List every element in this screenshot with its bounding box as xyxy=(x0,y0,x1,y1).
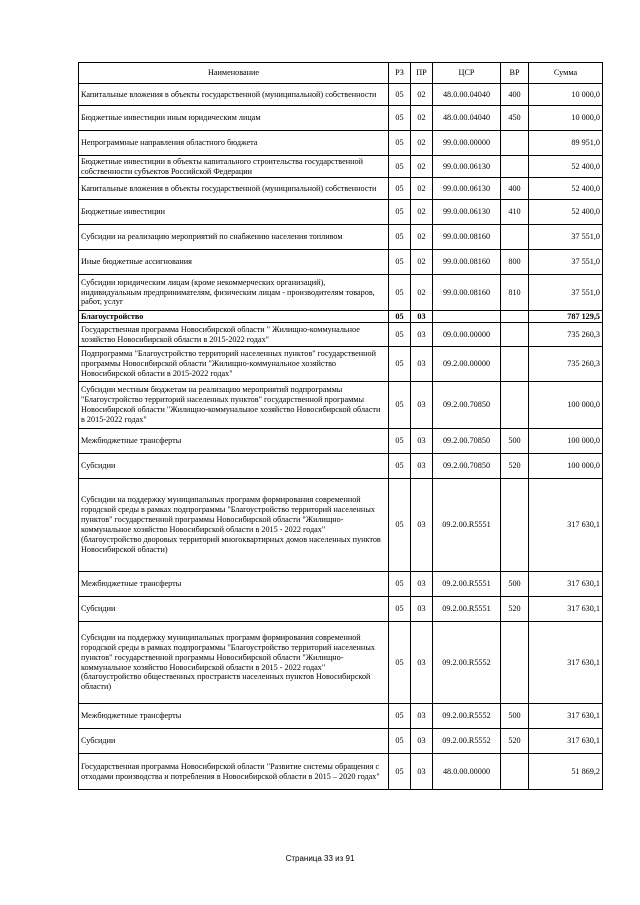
row-rz: 05 xyxy=(389,323,411,347)
row-name: Субсидии xyxy=(79,597,389,622)
row-name: Непрограммные направления областного бюджета xyxy=(79,131,389,156)
row-pr: 02 xyxy=(411,275,433,311)
row-name: Благоустройство xyxy=(79,311,389,323)
row-vr: 800 xyxy=(501,250,529,275)
row-pr: 03 xyxy=(411,622,433,704)
row-csr: 99.0.00.06130 xyxy=(433,200,501,225)
row-rz: 05 xyxy=(389,382,411,429)
table-row xyxy=(79,225,603,250)
row-vr: 500 xyxy=(501,429,529,454)
row-rz: 05 xyxy=(389,156,411,178)
row-csr: 99.0.00.08160 xyxy=(433,250,501,275)
row-sum: 37 551,0 xyxy=(529,275,603,311)
header-pr: ПР xyxy=(411,63,433,84)
row-name: Межбюджетные трансферты xyxy=(79,429,389,454)
row-csr: 09.2.00.R5551 xyxy=(433,597,501,622)
row-name: Капитальные вложения в объекты государственной (муниципальной) собственности xyxy=(79,84,389,106)
row-csr: 99.0.00.06130 xyxy=(433,156,501,178)
row-name: Субсидии на поддержку муниципальных программ формирования современной городской среды в рамках подпрограммы "Благоустройство территорий населенных пунктов" государственной программы Новосибирской области "Жилищно-коммунальное хозяйство Новосибирской области в 2015 - 2022 годах" (благоустройство дворовых территорий многоквартирных домов населенных пунктов Новосибирской области) xyxy=(79,479,389,572)
row-rz: 05 xyxy=(389,200,411,225)
row-vr: 810 xyxy=(501,275,529,311)
table-row xyxy=(79,311,603,323)
header-sum: Сумма xyxy=(529,63,603,84)
row-name: Субсидии xyxy=(79,454,389,479)
row-sum: 100 000,0 xyxy=(529,454,603,479)
row-csr: 48.0.00.04040 xyxy=(433,84,501,106)
row-csr: 48.0.00.04040 xyxy=(433,106,501,131)
row-pr: 03 xyxy=(411,347,433,382)
header-row xyxy=(79,63,603,84)
table-row xyxy=(79,382,603,429)
row-vr: 520 xyxy=(501,729,529,754)
row-pr: 03 xyxy=(411,572,433,597)
row-rz: 05 xyxy=(389,275,411,311)
row-pr: 03 xyxy=(411,729,433,754)
row-name: Иные бюджетные ассигнования xyxy=(79,250,389,275)
table-row xyxy=(79,622,603,704)
row-pr: 03 xyxy=(411,429,433,454)
row-vr xyxy=(501,382,529,429)
row-csr: 09.2.00.70850 xyxy=(433,382,501,429)
row-csr: 09.2.00.R5552 xyxy=(433,729,501,754)
row-sum: 735 260,3 xyxy=(529,347,603,382)
row-sum: 52 400,0 xyxy=(529,200,603,225)
row-csr: 09.0.00.00000 xyxy=(433,323,501,347)
budget-table xyxy=(78,62,603,790)
row-vr xyxy=(501,622,529,704)
table-row xyxy=(79,597,603,622)
row-vr xyxy=(501,311,529,323)
row-pr: 02 xyxy=(411,178,433,200)
row-name: Субсидии юридическим лицам (кроме некоммерческих организаций), индивидуальным предпринимателям, физическим лицам - производителям товаров, работ, услуг xyxy=(79,275,389,311)
row-sum: 735 260,3 xyxy=(529,323,603,347)
row-pr: 03 xyxy=(411,454,433,479)
row-sum: 317 630,1 xyxy=(529,704,603,729)
row-rz: 05 xyxy=(389,572,411,597)
table-row xyxy=(79,275,603,311)
row-name: Субсидии на поддержку муниципальных программ формирования современной городской среды в рамках подпрограммы "Благоустройство территорий населенных пунктов" государственной программы Новосибирской области "Жилищно-коммунальное хозяйство Новосибирской области в 2015 - 2022 годах" (благоустройство общественных пространств населенных пунктов Новосибирской области) xyxy=(79,622,389,704)
row-name: Межбюджетные трансферты xyxy=(79,572,389,597)
table-row xyxy=(79,572,603,597)
row-sum: 100 000,0 xyxy=(529,382,603,429)
row-name: Государственная программа Новосибирской области "Развитие системы обращения с отходами производства и потребления в Новосибирской области в 2015 – 2020 годах" xyxy=(79,754,389,790)
row-sum: 52 400,0 xyxy=(529,156,603,178)
row-rz: 05 xyxy=(389,622,411,704)
row-vr xyxy=(501,131,529,156)
row-csr: 99.0.00.08160 xyxy=(433,275,501,311)
row-csr: 09.2.00.R5551 xyxy=(433,479,501,572)
row-rz: 05 xyxy=(389,754,411,790)
row-pr: 02 xyxy=(411,225,433,250)
row-csr: 99.0.00.08160 xyxy=(433,225,501,250)
row-pr: 02 xyxy=(411,250,433,275)
row-csr: 09.2.00.R5552 xyxy=(433,622,501,704)
row-pr: 02 xyxy=(411,200,433,225)
table-row xyxy=(79,754,603,790)
row-csr: 09.2.00.00000 xyxy=(433,347,501,382)
row-vr xyxy=(501,225,529,250)
row-sum: 100 000,0 xyxy=(529,429,603,454)
row-pr: 03 xyxy=(411,323,433,347)
row-name: Бюджетные инвестиции xyxy=(79,200,389,225)
row-name: Субсидии местным бюджетам на реализацию мероприятий подпрограммы "Благоустройство территорий населенных пунктов" государственной программы Новосибирской области "Жилищно-коммунальное хозяйство Новосибирской области в 2015-2022 годах" xyxy=(79,382,389,429)
row-name: Субсидии на реализацию мероприятий по снабжению населения топливом xyxy=(79,225,389,250)
table-row xyxy=(79,131,603,156)
row-vr xyxy=(501,156,529,178)
row-sum: 317 630,1 xyxy=(529,597,603,622)
row-pr: 03 xyxy=(411,597,433,622)
row-rz: 05 xyxy=(389,106,411,131)
row-pr: 03 xyxy=(411,704,433,729)
row-sum: 51 869,2 xyxy=(529,754,603,790)
row-rz: 05 xyxy=(389,429,411,454)
row-name: Субсидии xyxy=(79,729,389,754)
row-csr xyxy=(433,311,501,323)
row-vr: 500 xyxy=(501,704,529,729)
row-sum: 317 630,1 xyxy=(529,622,603,704)
table-row xyxy=(79,479,603,572)
row-name: Капитальные вложения в объекты государственной (муниципальной) собственности xyxy=(79,178,389,200)
table-row xyxy=(79,156,603,178)
row-rz: 05 xyxy=(389,347,411,382)
row-rz: 05 xyxy=(389,597,411,622)
row-rz: 05 xyxy=(389,131,411,156)
table-row xyxy=(79,429,603,454)
row-sum: 317 630,1 xyxy=(529,572,603,597)
row-sum: 89 951,0 xyxy=(529,131,603,156)
table-row xyxy=(79,84,603,106)
table-row xyxy=(79,250,603,275)
row-name: Государственная программа Новосибирской области " Жилищно-коммунальное хозяйство Новосибирской области в 2015-2022 годах" xyxy=(79,323,389,347)
header-name: Наименование xyxy=(79,63,389,84)
row-vr xyxy=(501,479,529,572)
header-csr: ЦСР xyxy=(433,63,501,84)
row-vr: 450 xyxy=(501,106,529,131)
row-rz: 05 xyxy=(389,454,411,479)
row-name: Подпрограмма "Благоустройство территорий населенных пунктов" государственной программы Новосибирской области "Жилищно-коммунальное хозяйство Новосибирской области в 2015-2022 годах" xyxy=(79,347,389,382)
row-pr: 03 xyxy=(411,382,433,429)
row-rz: 05 xyxy=(389,479,411,572)
row-csr: 99.0.00.00000 xyxy=(433,131,501,156)
header-vr: ВР xyxy=(501,63,529,84)
table-row xyxy=(79,200,603,225)
row-csr: 99.0.00.06130 xyxy=(433,178,501,200)
row-rz: 05 xyxy=(389,225,411,250)
table-row xyxy=(79,178,603,200)
row-rz: 05 xyxy=(389,729,411,754)
row-sum: 10 000,0 xyxy=(529,84,603,106)
row-vr: 400 xyxy=(501,84,529,106)
row-vr: 520 xyxy=(501,597,529,622)
row-rz: 05 xyxy=(389,704,411,729)
row-pr: 03 xyxy=(411,754,433,790)
row-rz: 05 xyxy=(389,84,411,106)
table-row xyxy=(79,704,603,729)
header-rz: РЗ xyxy=(389,63,411,84)
row-rz: 05 xyxy=(389,311,411,323)
row-sum: 787 129,5 xyxy=(529,311,603,323)
row-sum: 317 630,1 xyxy=(529,729,603,754)
row-sum: 317 630,1 xyxy=(529,479,603,572)
row-csr: 48.0.00.00000 xyxy=(433,754,501,790)
page-number: Страница 33 из 91 xyxy=(285,854,355,863)
row-sum: 10 000,0 xyxy=(529,106,603,131)
row-pr: 02 xyxy=(411,131,433,156)
table-row xyxy=(79,323,603,347)
row-sum: 37 551,0 xyxy=(529,225,603,250)
row-name: Бюджетные инвестиции иным юридическим лицам xyxy=(79,106,389,131)
row-pr: 03 xyxy=(411,311,433,323)
table-row xyxy=(79,454,603,479)
row-vr: 520 xyxy=(501,454,529,479)
row-vr: 410 xyxy=(501,200,529,225)
row-pr: 02 xyxy=(411,106,433,131)
row-vr: 400 xyxy=(501,178,529,200)
row-pr: 02 xyxy=(411,156,433,178)
row-csr: 09.2.00.70850 xyxy=(433,454,501,479)
table-row xyxy=(79,729,603,754)
row-vr xyxy=(501,323,529,347)
row-pr: 03 xyxy=(411,479,433,572)
row-vr xyxy=(501,347,529,382)
row-rz: 05 xyxy=(389,250,411,275)
row-vr: 500 xyxy=(501,572,529,597)
row-rz: 05 xyxy=(389,178,411,200)
table-row xyxy=(79,106,603,131)
row-name: Межбюджетные трансферты xyxy=(79,704,389,729)
row-pr: 02 xyxy=(411,84,433,106)
row-csr: 09.2.00.R5552 xyxy=(433,704,501,729)
table-header xyxy=(79,63,603,84)
row-csr: 09.2.00.R5551 xyxy=(433,572,501,597)
row-sum: 52 400,0 xyxy=(529,178,603,200)
table-row xyxy=(79,347,603,382)
row-sum: 37 551,0 xyxy=(529,250,603,275)
table-body xyxy=(79,84,603,790)
row-vr xyxy=(501,754,529,790)
row-csr: 09.2.00.70850 xyxy=(433,429,501,454)
row-name: Бюджетные инвестиции в объекты капитального строительства государственной собственности субъектов Российской Федерации xyxy=(79,156,389,178)
